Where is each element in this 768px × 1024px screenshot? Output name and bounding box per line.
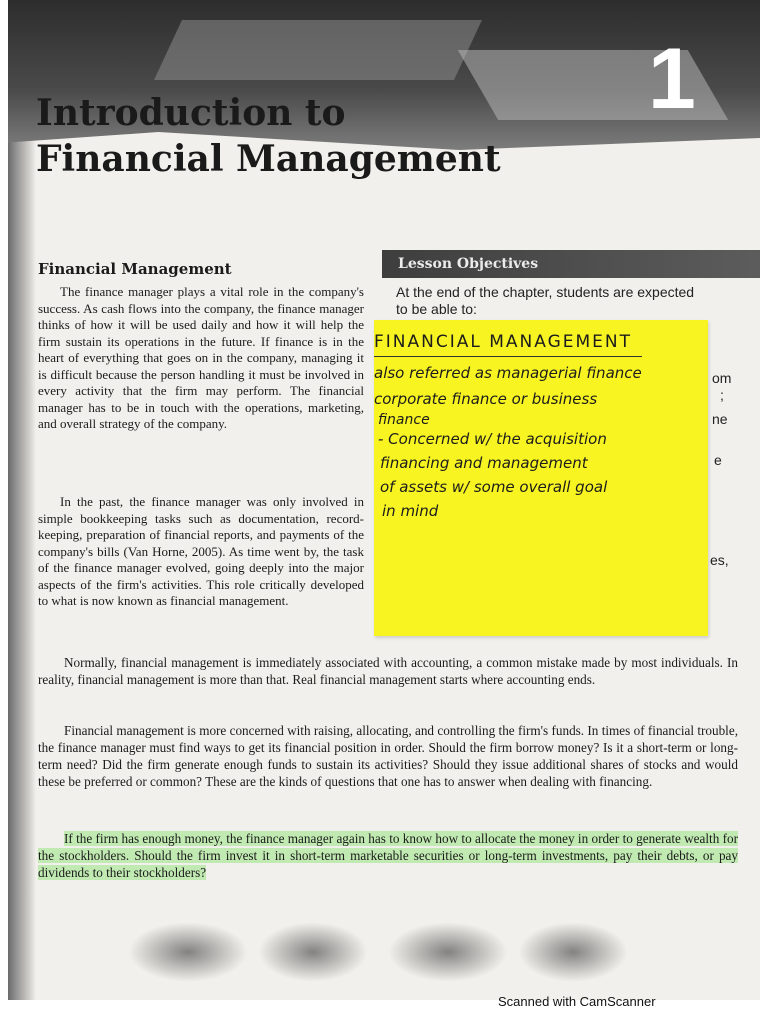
obscured-text-fragment: es, — [710, 552, 729, 568]
book-spine-shadow — [8, 0, 36, 1000]
scanner-watermark: Scanned with CamScanner — [498, 994, 656, 1009]
sticky-note-line: in mind — [382, 502, 439, 520]
obscured-text-fragment: ne — [712, 411, 728, 427]
chapter-number: 1 — [648, 31, 696, 127]
banner-decoration — [154, 20, 482, 80]
chapter-title-line2: Financial Management — [36, 138, 501, 180]
sticky-note-line: - Concerned w/ the acquisition — [378, 430, 607, 448]
paragraph-5: If the firm has enough money, the finance manager again has to know how to allocate the money in order to generate wealth for the stockholders. Should the firm invest it in short-term marketable securities or long-term investments, pay their debts, or pay dividends to their stockholders? — [38, 831, 738, 880]
chapter-title-line1: Introduction to — [36, 92, 346, 134]
scanned-page — [8, 0, 760, 1000]
paragraph-1: The finance manager plays a vital role in the company's success. As cash flows into the company, the finance manager thinks of how it will be used daily and how it will help the firm sustain its operations in the future. If finance is in the heart of everything that goes on in the company, managing it is difficult because the person handling it must be involved in every activity that the firm may perform. The financial manager has to be in touch with the operations, marketing, and overall strategy of the company. — [38, 284, 364, 431]
sticky-note-line: finance — [378, 412, 430, 428]
obscured-text-fragment: om — [712, 370, 732, 386]
obscured-text-fragment: e — [714, 452, 722, 468]
sticky-note-underline — [374, 356, 642, 357]
sticky-note-heading: FINANCIAL MANAGEMENT — [374, 332, 633, 352]
paragraph-3: Normally, financial management is immediately associated with accounting, a common mistake made by most individuals. In reality, financial management is more than that. Real financial management starts where accounting ends. — [38, 655, 738, 687]
lesson-objectives-intro: At the end of the chapter, students are expected to be able to: — [396, 284, 695, 317]
sticky-note-line: corporate finance or business — [374, 390, 598, 408]
obscured-text-fragment: ; — [720, 387, 724, 403]
paragraph-2: In the past, the finance manager was only involved in simple bookkeeping tasks such as documentation, record-keeping, preparation of financial reports, and payments of the company's bills (Van Horne, 2005). As time went by, the task of the finance manager evolved, going deeply into the major aspects of the firm's activities. This role critically developed to what is now known as financial management. — [38, 494, 364, 608]
lesson-objectives-title: Lesson Objectives — [398, 256, 539, 272]
sticky-note — [374, 320, 708, 636]
finger-shadow — [258, 922, 368, 982]
finger-shadow — [128, 922, 248, 982]
section-heading: Financial Management — [38, 260, 232, 278]
paragraph-4: Financial management is more concerned with raising, allocating, and controlling the firm's funds. In times of financial trouble, the finance manager must find ways to get its financial position in order. Should the firm borrow money? Is it a short-term or long-term need? Did the firm generate enough funds to sustain its activities? Should they issue additional shares of stocks and would these be preferred or common? These are the kinds of questions that one has to answer when dealing with financing. — [38, 723, 738, 789]
sticky-note-line: also referred as managerial finance — [374, 364, 642, 382]
sticky-note-line: financing and management — [380, 454, 588, 472]
finger-shadow — [388, 922, 508, 982]
chapter-title — [36, 90, 501, 182]
sticky-note-line: of assets w/ some overall goal — [380, 478, 608, 496]
finger-shadow — [518, 922, 628, 982]
